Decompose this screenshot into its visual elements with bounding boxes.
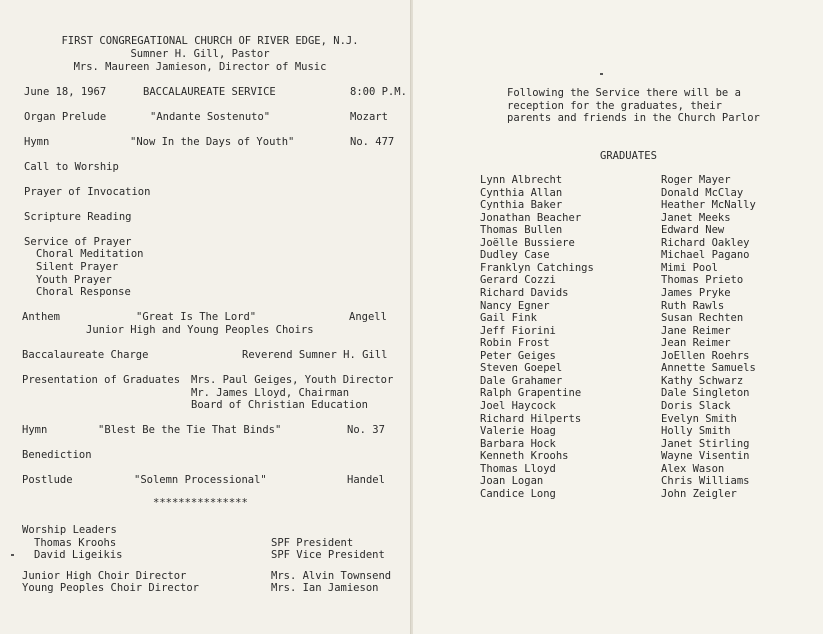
graduate-name: Richard Oakley [661,236,750,249]
asterisk-divider: *************** [153,497,248,509]
choir-director-name: Mrs. Ian Jamieson [271,582,379,594]
church-name: FIRST CONGREGATIONAL CHURCH OF RIVER EDGE, N.J. [61,35,359,47]
graduate-name: Joëlle Bussiere [480,236,575,249]
graduate-name: Richard Hilperts [480,412,582,425]
graduate-name: Wayne Visentin [661,450,750,463]
leader-role: SPF President [271,537,354,549]
right-page [413,0,823,634]
hymn-2-title: "Blest Be the Tie That Binds" [98,424,282,436]
graduate-name: Dudley Case [480,249,550,262]
hymn-1-title: "Now In the Days of Youth" [130,136,295,148]
graduate-name: Robin Frost [480,337,550,350]
graduate-name: Nancy Egner [480,299,550,312]
presenter: Board of Christian Education [191,399,369,411]
organ-prelude-label: Organ Prelude [24,111,107,123]
choir-director-title: Junior High Choir Director [22,570,187,582]
service-date: June 18, 1967 [24,86,107,98]
organ-prelude-piece: "Andante Sostenuto" [150,111,271,123]
graduate-name: Cynthia Baker [480,199,563,212]
graduate-name: Candice Long [480,487,556,500]
service-title: BACCALAUREATE SERVICE [143,86,276,98]
graduate-name: Kathy Schwarz [661,374,744,387]
worship-leaders-heading: Worship Leaders [22,524,117,536]
benediction: Benediction [22,449,92,461]
graduates-heading: GRADUATES [600,150,657,162]
reception-line: parents and friends in the Church Parlor [507,112,760,124]
hymn-1-label: Hymn [24,136,50,148]
presenter: Mrs. Paul Geiges, Youth Director [191,374,394,386]
prayer-item: Choral Meditation [36,248,144,260]
anthem-composer: Angell [349,311,387,323]
service-of-prayer-label: Service of Prayer [24,236,132,248]
postlude-label: Postlude [22,474,73,486]
leader-name: Thomas Kroohs [34,537,117,549]
graduate-name: Alex Wason [661,462,725,475]
anthem-performers: Junior High and Young Peoples Choirs [86,324,314,336]
graduate-name: James Pryke [661,286,731,299]
graduate-name: Holly Smith [661,425,731,437]
graduate-name: Evelyn Smith [661,412,737,425]
graduate-name: Jeff Fiorini [480,324,556,337]
ink-speck [11,554,14,556]
graduate-name: Michael Pagano [661,249,750,262]
graduate-name: JoEllen Roehrs [661,349,750,362]
graduate-name: Annette Samuels [661,362,756,375]
graduate-name: Barbara Hock [480,437,556,450]
prayer-of-invocation: Prayer of Invocation [24,186,151,198]
graduate-name: Cynthia Allan [480,186,563,199]
prayer-item: Youth Prayer [36,274,112,286]
graduate-name: Kenneth Kroohs [480,450,569,463]
graduate-name: Franklyn Catchings [480,261,594,274]
graduate-name: Dale Singleton [661,387,750,400]
graduate-name: Thomas Bullen [480,224,563,237]
presentation-label: Presentation of Graduates [22,374,181,386]
service-time: 8:00 P.M. [350,86,407,98]
charge-label: Baccalaureate Charge [22,349,149,361]
charge-speaker: Reverend Sumner H. Gill [242,349,388,361]
hymn-1-number: No. 477 [350,136,395,148]
graduate-name: Heather McNally [661,199,756,212]
reception-line: reception for the graduates, their [507,100,722,112]
graduate-name: Susan Rechten [661,312,744,325]
anthem-title: "Great Is The Lord" [136,311,257,323]
graduate-name: Gerard Cozzi [480,274,556,287]
graduate-name: Jane Reimer [661,324,731,337]
graduate-name: Roger Mayer [661,174,731,186]
graduate-name: Janet Meeks [661,211,731,224]
organ-prelude-composer: Mozart [350,111,388,123]
call-to-worship: Call to Worship [24,161,119,173]
graduate-name: Steven Goepel [480,362,563,375]
graduate-name: Jean Reimer [661,337,731,350]
hymn-2-label: Hymn [22,424,48,436]
graduate-name: Mimi Pool [661,261,718,274]
graduate-name: Valerie Hoag [480,425,556,437]
prayer-item: Silent Prayer [36,261,119,273]
graduate-name: Dale Grahamer [480,374,563,387]
music-director-line: Mrs. Maureen Jamieson, Director of Music [73,61,327,73]
graduate-name: Richard Davids [480,286,569,299]
presenter: Mr. James Lloyd, Chairman [191,387,350,399]
leader-role: SPF Vice President [271,549,385,561]
scripture-reading: Scripture Reading [24,211,132,223]
reception-line: Following the Service there will be a [507,87,741,99]
graduate-name: Peter Geiges [480,349,556,362]
graduate-name: John Zeigler [661,487,737,500]
graduate-name: Joel Haycock [480,399,556,412]
graduate-name: Ruth Rawls [661,299,725,312]
leader-name: David Ligeikis [34,549,123,561]
graduate-name: Donald McClay [661,186,744,199]
left-page [0,0,411,634]
hymn-2-number: No. 37 [347,424,385,436]
graduate-name: Jonathan Beacher [480,211,582,224]
graduate-name: Chris Williams [661,475,750,488]
graduate-name: Doris Slack [661,399,731,412]
postlude-piece: "Solemn Processional" [134,474,267,486]
graduate-name: Joan Logan [480,475,544,488]
graduate-name: Ralph Grapentine [480,387,582,400]
ink-speck [600,73,603,75]
graduate-name: Janet Stirling [661,437,750,450]
graduate-name: Gail Fink [480,312,537,325]
graduate-name: Edward New [661,224,725,237]
anthem-label: Anthem [22,311,60,323]
graduate-name: Thomas Lloyd [480,462,556,475]
choir-director-title: Young Peoples Choir Director [22,582,200,594]
prayer-item: Choral Response [36,286,131,298]
pastor-line: Sumner H. Gill, Pastor [130,48,270,60]
choir-director-name: Mrs. Alvin Townsend [271,570,392,582]
postlude-composer: Handel [347,474,385,486]
graduate-name: Thomas Prieto [661,274,744,287]
graduate-name: Lynn Albrecht [480,174,563,186]
